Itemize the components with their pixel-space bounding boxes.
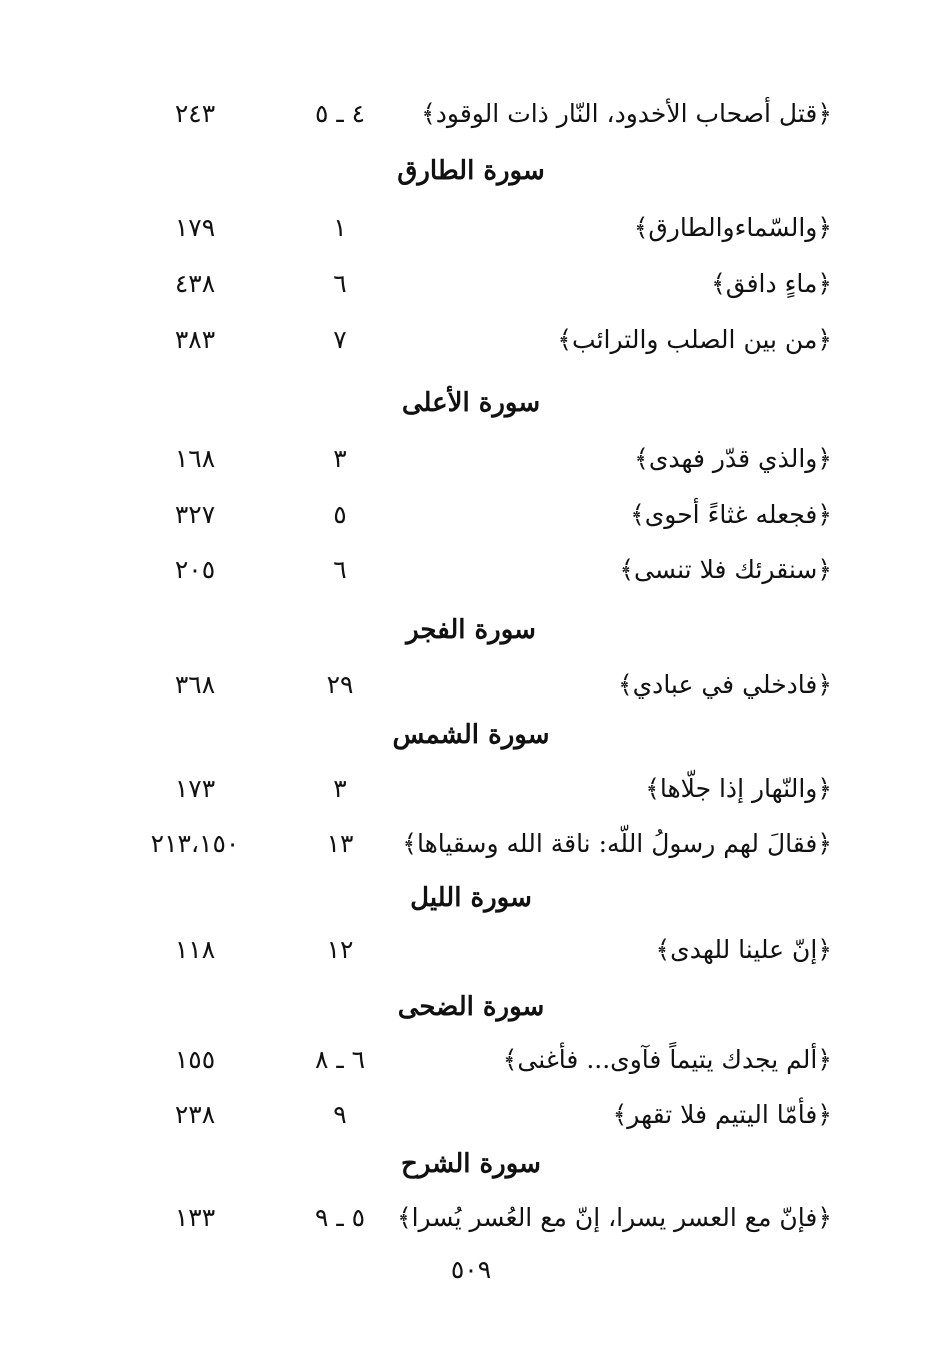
page-reference: ٢١٣،١٥٠ [150, 829, 240, 858]
index-row [0, 435, 942, 483]
page-reference: ١١٨ [174, 935, 216, 964]
index-row [0, 1194, 942, 1242]
index-row [0, 765, 942, 813]
index-row [0, 204, 942, 252]
verse-text: ﴿فادخلي في عبادي﴾ [617, 670, 832, 699]
surah-heading: سورة الضحى [397, 992, 545, 1022]
verse-text: ﴿والذي قدّر فهدى﴾ [634, 444, 832, 473]
page-reference: ١٣٣ [174, 1203, 216, 1232]
surah-heading: سورة الشرح [401, 1149, 541, 1179]
ayah-number: ٣ [333, 444, 347, 473]
page-reference: ١٦٨ [174, 444, 216, 473]
page-number: ٥٠٩ [450, 1255, 492, 1284]
page-reference: ١٥٥ [174, 1045, 216, 1074]
ayah-number: ٦ ـ ٨ [314, 1045, 366, 1074]
index-row [0, 661, 942, 709]
ayah-number: ٤ ـ ٥ [314, 99, 366, 128]
verse-text: ﴿فقالَ لهم رسولُ اللّه: ناقة الله وسقياها﴾ [402, 829, 832, 858]
page-reference: ٤٣٨ [174, 269, 216, 298]
verse-text: ﴿سنقرئك فلا تنسى﴾ [619, 555, 832, 584]
surah-heading: سورة الشمس [392, 720, 550, 750]
index-row [0, 1091, 942, 1139]
ayah-number: ٩ [333, 1100, 347, 1129]
index-row [0, 1036, 942, 1084]
ayah-number: ٦ [333, 555, 347, 584]
ayah-number: ١٣ [326, 829, 354, 858]
surah-heading: سورة الليل [410, 883, 532, 913]
index-row [0, 820, 942, 868]
surah-heading: سورة الأعلى [401, 388, 541, 418]
ayah-number: ٢٩ [326, 670, 354, 699]
verse-text: ﴿من بين الصلب والترائب﴾ [557, 325, 832, 354]
surah-heading: سورة الفجر [406, 615, 536, 645]
ayah-number: ٦ [333, 269, 347, 298]
verse-text: ﴿إنّ علينا للهدى﴾ [655, 935, 832, 964]
verse-text: ﴿ماءٍ دافق﴾ [711, 269, 832, 298]
index-row [0, 546, 942, 594]
page-reference: ٣٢٧ [174, 500, 216, 529]
ayah-number: ٣ [333, 774, 347, 803]
ayah-number: ٥ ـ ٩ [314, 1203, 366, 1232]
verse-text: ﴿ألم يجدك يتيماً فآوى... فأغنى﴾ [502, 1045, 832, 1074]
verse-text: ﴿فإنّ مع العسر يسرا، إنّ مع العُسر يُسرا﴾ [396, 1203, 832, 1232]
verse-text: ﴿قتل أصحاب الأخدود، النّار ذات الوقود﴾ [421, 99, 832, 128]
page-reference: ١٧٣ [174, 774, 216, 803]
index-row [0, 926, 942, 974]
page-reference: ١٧٩ [174, 213, 216, 242]
index-row [0, 491, 942, 539]
verse-text: ﴿والسّماءوالطارق﴾ [633, 213, 832, 242]
ayah-number: ٧ [333, 325, 347, 354]
page-reference: ٢٣٨ [174, 1100, 216, 1129]
verse-text: ﴿فأمّا اليتيم فلا تقهر﴾ [612, 1100, 832, 1129]
page-reference: ٣٨٣ [174, 325, 216, 354]
verse-text: ﴿فجعله غثاءً أحوى﴾ [630, 500, 832, 529]
index-row [0, 260, 942, 308]
ayah-number: ٥ [333, 500, 347, 529]
verse-text: ﴿والنّهار إذا جلّاها﴾ [645, 774, 832, 803]
index-row [0, 316, 942, 364]
ayah-number: ١ [333, 213, 347, 242]
index-row [0, 90, 942, 138]
page-reference: ٢٤٣ [174, 99, 216, 128]
surah-heading: سورة الطارق [397, 156, 545, 186]
ayah-number: ١٢ [326, 935, 354, 964]
page-reference: ٣٦٨ [174, 670, 216, 699]
page-reference: ٢٠٥ [174, 555, 216, 584]
